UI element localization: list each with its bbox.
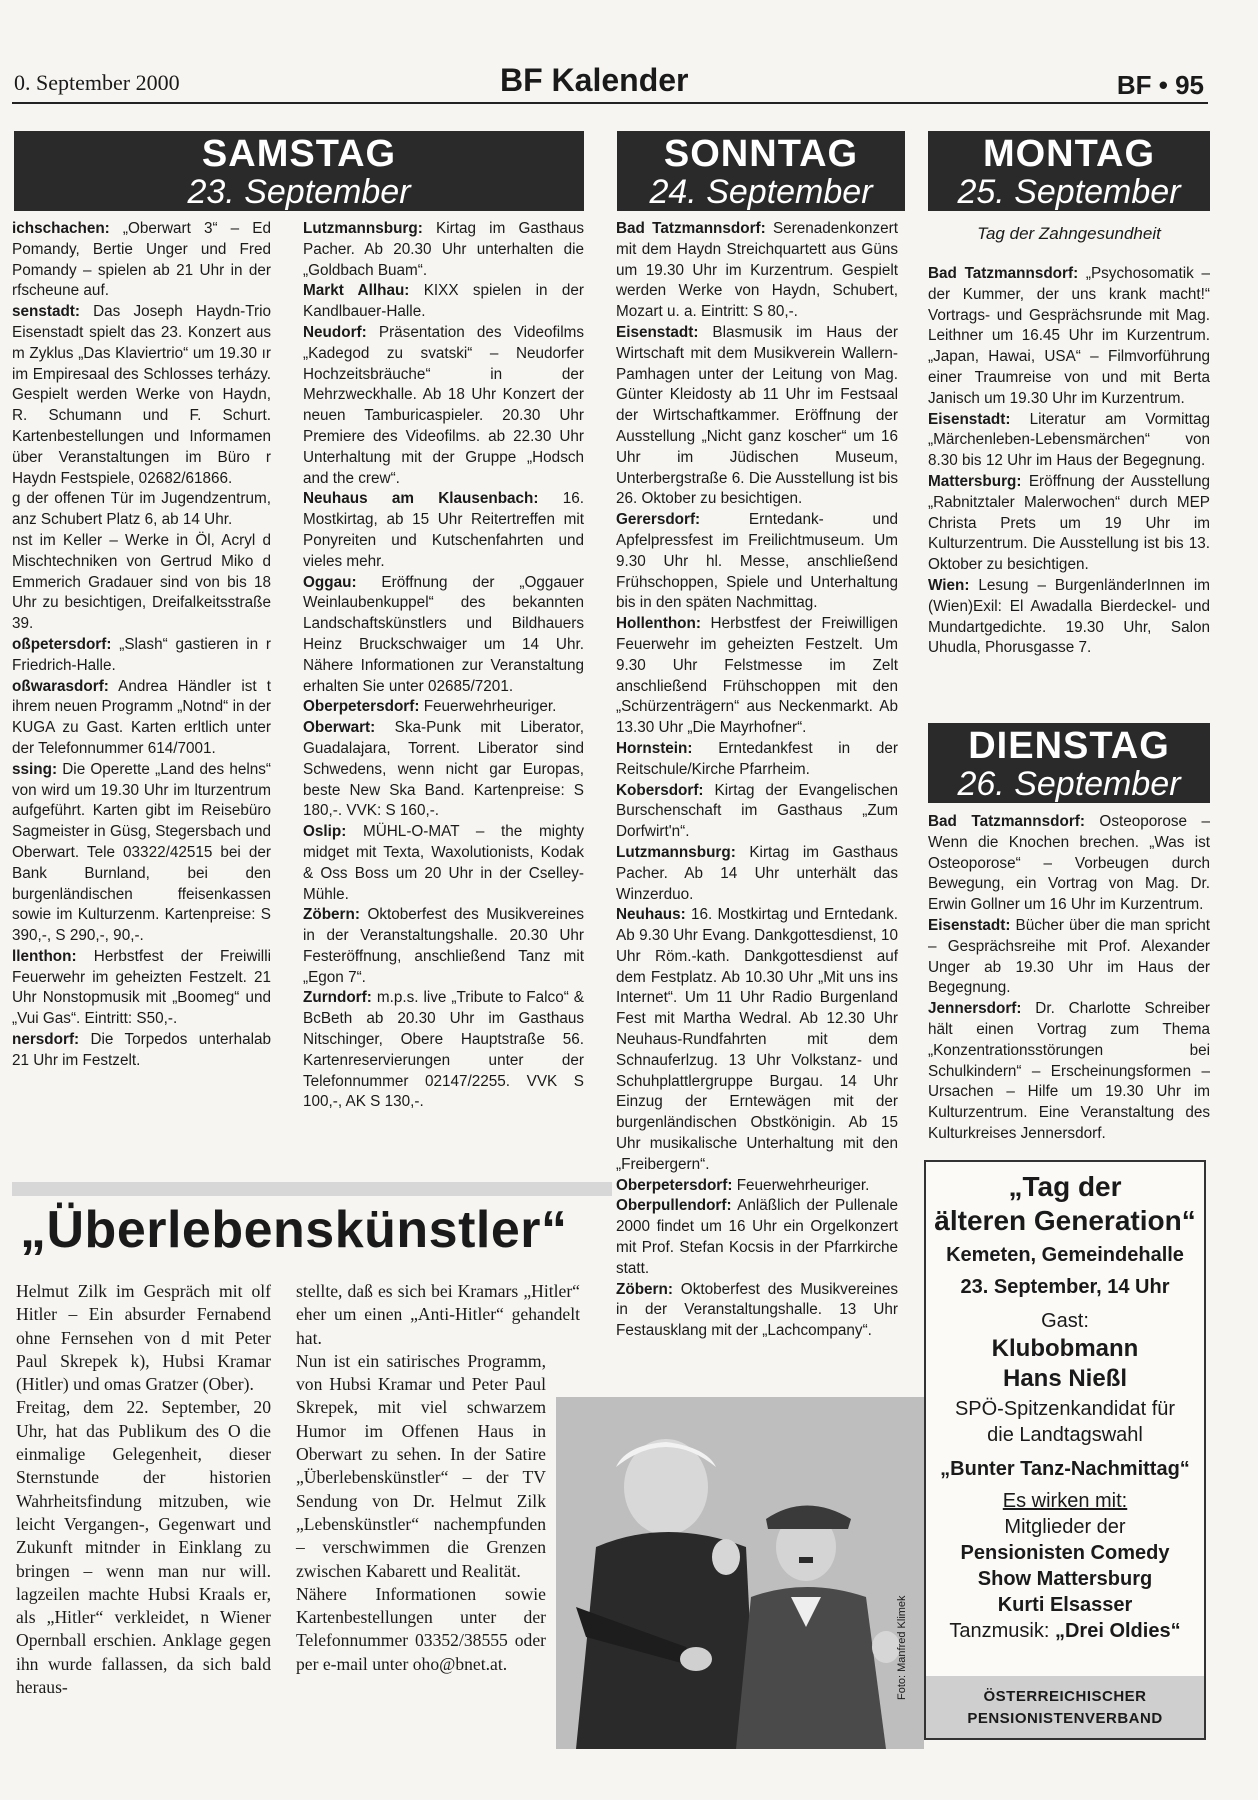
event-place: Markt Allhau: — [303, 282, 410, 300]
ad-organizer — [926, 1676, 1204, 1738]
ad-performers-line: Pensionisten Comedy — [960, 1542, 1170, 1564]
day-date: 23. September — [187, 173, 411, 211]
ad-music — [926, 1618, 1204, 1644]
event-text: 16. Mostkirtag und Erntedank. Ab 9.30 Uhr Evang. Dankgottesdienst, 10 Uhr Röm.-kath. Dankgottesdienst auf dem Festplatz. Ab 10.30 Uhr „Mit uns ins Internet“. Um 11 Uhr Radio Burgenland Fest mit Martha Wedral. Ab 12.30 Uhr Neuhaus-Rundfahrten mit dem Schnauferlzug. 13 Uhr Volkstanz- und Schuhplattlergruppe Burgau. 14 Uhr Einzug der Erntewägen mit der burgenländischen Obstkönigin. Ab 15 Uhr musikalische Unterhaltung mit den „Freibergern“. — [616, 906, 898, 1173]
event-entry — [12, 635, 271, 677]
event-place: Zöbern: — [303, 906, 360, 924]
event-place: Eisenstadt: — [616, 323, 699, 341]
event-entry — [12, 219, 271, 302]
event-place: Neuhaus: — [616, 906, 686, 924]
event-entry — [616, 510, 898, 614]
event-place: Zurndorf: — [303, 989, 372, 1007]
event-place: Hornstein: — [616, 739, 693, 757]
feature-paragraph: Nun ist ein satirisches Programm, von Hubsi Kramar und Peter Paul Skrepek, mit viel schwarzem Humor im Offenen Haus in Oberwart zu sehen. In der Satire „Überlebenskünstler“ – der TV Sendung von Dr. Helmut Zilk „Lebenskünstler“ nachempfunden – verschwimmen die Grenzen zwischen Kabarett und Realität. — [296, 1350, 546, 1581]
saturday-column-1 — [12, 219, 271, 1169]
event-text: MÜHL-O-MAT – the mighty midget mit Texta, Waxolutionists, Kodak & Oss Boss um 20 Uhr in der Cselley-Mühle. — [303, 823, 584, 903]
event-text: Serenadenkonzert mit dem Haydn Streichquartett aus Güns um 19.30 Uhr im Kurzentrum. Gespielt werden Werke von Haydn, Schubert, Mozart u. a. Eintritt: S 80,-. — [616, 220, 898, 321]
banner-monday — [928, 131, 1210, 211]
ad-venue: Kemeten, Gemeindehalle — [946, 1244, 1184, 1266]
event-entry — [928, 410, 1210, 472]
event-text: „Slash“ gastieren in r Friedrich-Halle. — [12, 635, 271, 674]
event-place: Jennersdorf: — [928, 1000, 1022, 1018]
ad-music-band: „Drei Oldies“ — [1054, 1620, 1181, 1642]
event-text: Erntedank- und Apfelpressfest im Freilichtmuseum. Um 9.30 Uhr hl. Messe, anschließend Frühschoppen, Spiele und Unterhaltung bis in den späten Nachmittag. — [616, 511, 898, 612]
event-entry — [616, 905, 898, 1175]
event-entry — [12, 1030, 271, 1072]
saturday-column-2 — [303, 219, 584, 1169]
event-entry — [303, 988, 584, 1113]
event-text: Eröffnung der Ausstellung „Rabnitztaler Malerwochen“ durch MEP Christa Prets um 19 Uhr im Kulturzentrum. Die Ausstellung ist bis 13. Oktober zu besichtigen. — [928, 472, 1210, 574]
event-place: llenthon: — [12, 947, 77, 965]
event-place: Oslip: — [303, 823, 347, 841]
event-place: Eisenstadt: — [928, 410, 1011, 428]
event-place: Neuhaus am Klausenbach: — [303, 490, 539, 508]
feature-divider — [12, 1182, 612, 1196]
ad-guest-title: Klubobmann — [991, 1335, 1139, 1362]
event-entry — [303, 573, 584, 698]
event-place: Lutzmannsburg: — [303, 220, 423, 237]
event-entry — [616, 1280, 898, 1342]
event-place: nersdorf: — [12, 1031, 80, 1049]
ad-performers-line: Show Mattersburg — [977, 1568, 1153, 1590]
event-entry — [303, 718, 584, 822]
event-text: Bücher über die man spricht – Gesprächsreihe mit Prof. Alexander Unger ab 19.30 Uhr im Haus der Begegnung. — [928, 916, 1210, 997]
ad-performers-line: Mitglieder der — [1004, 1516, 1126, 1538]
ad-guest-name: Hans Nießl — [1002, 1365, 1128, 1392]
event-text: Die Torpedos unterhalab 21 Uhr im Festzelt. — [12, 1031, 271, 1069]
ad-guest-role-2: die Landtagswahl — [987, 1424, 1143, 1446]
event-text: Blasmusik im Haus der Wirtschaft mit dem Musikverein Wallern-Pamhagen unter der Leitung von Mag. Günter Kleidosty ab 11 Uhr im Festsaal der Wirtschaftkammer. Eröffnung der Ausstellung „Nicht ganz koscher“ um 16 Uhr im Jüdischen Museum, Unterbergstraße 6. Die Ausstellung ist bis 26. Oktober zu besichtigen. — [616, 323, 898, 508]
ad-datetime: 23. September, 14 Uhr — [960, 1276, 1170, 1298]
event-place: Oberpullendorf: — [616, 1197, 732, 1215]
event-text: Lesung – BurgenländerInnen im (Wien)Exil: El Awadalla Bierdeckel- und Mundartgedichte. 19.30 Uhr, Salon Uhudla, Phorusgasse 7. — [928, 576, 1210, 657]
day-date: 26. September — [957, 765, 1181, 803]
event-place: ichschachen: — [12, 220, 110, 237]
event-text: KIXX spielen in der Kandlbauer-Halle. — [303, 282, 584, 321]
event-place: Oggau: — [303, 573, 357, 591]
feature-column-2 — [296, 1280, 580, 1676]
event-place: Bad Tatzmannsdorf: — [928, 265, 1079, 282]
day-name: MONTAG — [982, 133, 1156, 175]
event-text: Oktoberfest des Musikvereines in der Veranstaltungshalle. 13 Uhr Festausklang mit der „Lachcompany“. — [616, 1280, 898, 1340]
event-place: oßwarasdorf: — [12, 677, 109, 695]
feature-column-1 — [16, 1280, 271, 1699]
feature-paragraph: stellte, daß es sich bei Kramars „Hitler“ eher um einen „Anti-Hitler“ gehandelt hat. — [296, 1281, 580, 1348]
ad-organizer-line-1: ÖSTERREICHISCHER — [983, 1688, 1147, 1705]
event-text: Die Operette „Land des helns“ von wird um 19.30 Uhr im lturzentrum aufgeführt. Karten gibt im Reisebüro Sagmeister in Güsg, Stegersbach und Oberwart. Tele 03322/42515 bei der Bank Burnland, bei den burgenländischen ffeisenkassen sowie im Kulturzenm. Kartenpreise: S 390,-, S 290,-, 90,-. — [12, 760, 271, 945]
day-date: 24. September — [649, 173, 873, 211]
ad-organizer-line-2: PENSIONISTENVERBAND — [967, 1710, 1163, 1727]
event-place: Oberpetersdorf: — [303, 698, 420, 716]
header-rule — [12, 102, 1208, 104]
event-place: Eisenstadt: — [928, 916, 1011, 934]
event-text: Osteoporose – Wenn die Knochen brechen. „Was ist Osteoporose“ – Vorbeugen durch Bewegung, ein Vortrag von Mag. Dr. Erwin Gollner um 16 Uhr im Kurzentrum. — [928, 813, 1210, 914]
event-place: Kobersdorf: — [616, 781, 704, 799]
event-text: 16. Mostkirtag, ab 15 Uhr Reitertreffen mit Ponyreiten und Kutschenfahrten und vieles mehr. — [303, 490, 585, 570]
section-title: BF Kalender — [500, 62, 689, 98]
event-text: „Oberwart 3“ – Ed Pomandy, Bertie Unger und Fred Pomandy – spielen ab 21 Uhr in der rfscheune auf. — [12, 220, 271, 300]
banner-tuesday — [928, 723, 1210, 803]
event-entry — [12, 531, 271, 635]
event-text: Kirtag im Gasthaus Pacher. Ab 14 Uhr unterhält das Winzerduo. — [616, 843, 898, 903]
day-name: SONNTAG — [663, 133, 859, 175]
event-text: Kirtag im Gasthaus Pacher. Ab 20.30 Uhr unterhalten die „Goldbach Buam“. — [303, 220, 584, 279]
event-text: Feuerwehrheuriger. — [419, 698, 557, 716]
event-entry — [928, 264, 1210, 410]
event-entry — [616, 323, 898, 510]
event-text: Literatur am Vormittag „Märchenleben-Lebensmärchen“ von 8.30 bis 12 Uhr im Haus der Begegnung. — [928, 410, 1210, 470]
event-entry — [303, 489, 584, 572]
event-entry — [616, 781, 898, 843]
event-place: Hollenthon: — [616, 615, 701, 633]
event-entry — [928, 812, 1210, 916]
event-place: Oberpetersdorf: — [616, 1176, 733, 1194]
day-name: SAMSTAG — [201, 133, 397, 175]
photo-credit: Foto: Manfred Klimek — [896, 1595, 908, 1700]
event-place: Lutzmannsburg: — [616, 843, 736, 861]
event-entry — [616, 1176, 898, 1197]
event-entry — [616, 614, 898, 739]
event-entry — [616, 219, 898, 323]
banner-sunday — [617, 131, 905, 211]
event-entry — [12, 677, 271, 760]
event-place: senstadt: — [12, 303, 80, 321]
ad-performers-line: Kurti Elsasser — [997, 1594, 1133, 1616]
day-date: 25. September — [957, 173, 1181, 211]
event-entry — [616, 1196, 898, 1279]
event-text: Oktoberfest des Musikvereines in der Veranstaltungshalle. 20.30 Uhr Festeröffnung, anschließend Tanz mit „Egon 7“. — [303, 906, 584, 986]
event-entry — [303, 822, 584, 905]
event-place: Bad Tatzmannsdorf: — [616, 220, 766, 237]
event-entry — [928, 916, 1210, 999]
event-text: g der offenen Tür im Jugendzentrum, anz Schubert Platz 6, ab 14 Uhr. — [12, 490, 271, 529]
ad-title-line-2: älteren Generation“ — [934, 1205, 1196, 1236]
ad-guest-label: Gast: — [1041, 1310, 1089, 1332]
event-text: Das Joseph Haydn-Trio Eisenstadt spielt das 23. Konzert aus m Zyklus „Das Klaviertrio“ um 19.30 ır im Empiresaal des Schlosses terházy. Gespielt werden Werke von Haydn, R. Schumann und F. Schurt. Kartenbestellungen und Informamen über Veranstaltungen im Büro r Haydn Festspiele, 02682/61866. — [12, 303, 271, 487]
event-text: „Psychosomatik – der Kummer, der uns krank macht!“ Vortrags- und Gesprächsrunde mit Mag. Leithner um 16.45 Uhr im Kurzentrum. „Japan, Hawai, USA“ – Filmvorführung einer Traumreise von und mit Berta Janisch um 19.30 Uhr im Kurzentrum. — [928, 265, 1210, 407]
event-text: Eröffnung der „Oggauer Weinlaubenkuppel“ des bekannten Landschaftskünstlers und Bildhauers Heinz Bruckschwaiger um 14 Uhr. Nähere Informationen zur Veranstaltung erhalten Sie unter 02685/7201. — [303, 573, 584, 695]
event-text: Anläßlich der Pullenale 2000 findet um 16 Uhr ein Orgelkonzert mit Prof. Stefan Kocsis in der Pfarrkirche statt. — [616, 1197, 898, 1277]
event-text: m.p.s. live „Tribute to Falco“ & BcBeth ab 20.30 Uhr im Gasthaus Nitschinger, Obere Hauptstraße 56. Kartenreservierungen unter der Telefonnummer 02147/2255. VVK S 100,-, AK S 130,-. — [303, 989, 584, 1111]
event-entry — [12, 302, 271, 489]
event-entry — [12, 489, 271, 531]
issue-date: 0. September 2000 — [14, 70, 180, 95]
event-entry — [616, 843, 898, 905]
event-text: Andrea Händler ist t ihrem neuen Programm „Notnd“ in der KUGA zu Gast. Karten erltlich unter der Telefonnummer 614/7001. — [12, 677, 271, 757]
event-text: Erntedankfest in der Reitschule/Kirche Pfarrheim. — [616, 739, 898, 778]
event-entry — [303, 697, 584, 718]
monday-column — [928, 264, 1210, 714]
monday-subtitle: Tag der Zahngesundheit — [977, 224, 1161, 243]
ad-music-label: Tanzmusik: — [949, 1620, 1055, 1642]
event-entry — [303, 219, 584, 281]
ad-event-name: „Bunter Tanz-Nachmittag“ — [940, 1458, 1190, 1480]
page-number: BF • 95 — [1116, 70, 1204, 100]
event-text: Kirtag der Evangelischen Burschenschaft im Gasthaus „Zum Dorfwirt'n“. — [616, 781, 898, 841]
tuesday-column — [928, 812, 1210, 1152]
event-place: ssing: — [12, 760, 58, 778]
feature-headline: „Überlebenskünstler“ — [20, 1201, 568, 1259]
event-text: Feuerwehrheuriger. — [732, 1176, 870, 1194]
event-entry — [616, 739, 898, 781]
event-text: Ska-Punk mit Liberator, Guadalajara, Torrent. Liberator sind Schwedens, wenn nicht gar Europas, beste New Ska Band. Kartenpreise: S 180,-. VVK: S 160,-. — [303, 719, 584, 820]
ad-performers-label: Es wirken mit: — [1002, 1490, 1128, 1512]
sunday-column — [616, 219, 898, 1379]
event-entry — [928, 472, 1210, 576]
ad-guest-role: SPÖ-Spitzenkandidat für — [954, 1398, 1176, 1420]
event-entry — [928, 999, 1210, 1145]
event-place: Wien: — [928, 576, 970, 594]
event-place: oßpetersdorf: — [12, 635, 112, 653]
event-place: Oberwart: — [303, 719, 376, 737]
feature-paragraph: Helmut Zilk im Gespräch mit olf Hitler – Ein absurder Fernabend ohne Fernsehen von d mit Peter Paul Skrepek k), Hubsi Kramar (Hitler) und omas Gratzer (Ober). — [16, 1281, 271, 1395]
day-name: DIENSTAG — [968, 725, 1170, 767]
feature-paragraph: Nähere Informationen sowie Kartenbestellungen unter der Telefonnummer 03352/38555 oder per e-mail unter oho@bnet.at. — [296, 1583, 546, 1674]
event-place: Gerersdorf: — [616, 511, 701, 529]
event-place: Bad Tatzmannsdorf: — [928, 813, 1085, 830]
event-place: Zöbern: — [616, 1280, 673, 1298]
event-text: nst im Keller – Werke in Öl, Acryl d Mischtechniken von Gertrud Miko d Emmerich Gradauer sind von bis 18 Uhr zu besichtigen, Dreifalkeitsstraße 39. — [12, 531, 271, 633]
event-entry — [303, 281, 584, 323]
feature-photo — [556, 1397, 924, 1749]
ad-title-line-1: „Tag der — [1008, 1171, 1122, 1202]
banner-saturday — [14, 131, 584, 211]
event-entry — [12, 760, 271, 947]
event-advertisement — [924, 1160, 1206, 1740]
event-entry — [303, 905, 584, 988]
feature-paragraph: Freitag, dem 22. September, 20 Uhr, hat das Publikum des O die einmalige Gelegenheit, dieser Sternstunde der historien Wahrheitsfindung mitzuben, wie leicht Vergangen-, Gegenwart und Zukunft mitnder in Einklang zu bringen – wenn man nur will. lagzeilen machte Hubsi Kraals er, als „Hitler“ verkleidet, n Wiener Opernball erschien. Anklage gegen ihn wurde fallassen, da sich bald heraus- — [16, 1397, 271, 1698]
event-text: Herbstfest der Freiwilli Feuerwehr im geheizten Festzelt. 21 Uhr Nonstopmusik mit „Boomeg“ und „Vui Gas“. Eintritt: S50,-. — [12, 947, 271, 1028]
event-entry — [12, 947, 271, 1030]
event-entry — [928, 576, 1210, 659]
event-entry — [303, 323, 584, 489]
event-place: Mattersburg: — [928, 472, 1022, 490]
event-place: Neudorf: — [303, 323, 367, 341]
event-text: Herbstfest der Freiwilligen Feuerwehr im geheizten Festzelt. Um 9.30 Uhr Felstmesse im Zelt anschließend Frühschoppen mit den „Schürzenträgern“ aus Neckenmarkt. Ab 13.30 Uhr „Die Mayrhofner“. — [616, 615, 898, 737]
photo-illustration — [556, 1397, 924, 1749]
event-text: Dr. Charlotte Schreiber hält einen Vortrag zum Thema „Konzentrationsstörungen bei Schulkindern“ – Erscheinungsformen – Ursachen – Hilfe um 19.30 Uhr im Kulturzentrum. Eine Veranstaltung des Kulturkreises Jennersdorf. — [928, 1000, 1210, 1142]
event-text: Präsentation des Videofilms „Kadegod zu svatski“ – Neudorfer Hochzeitsbräuche“ in der Mehrzweckhalle. Ab 18 Uhr Konzert der neuen Tamburicaspieler. 20.30 Uhr Premiere des Videofilms. ab 22.30 Uhr Unterhaltung mit der Gruppe „Hodsch and the crew“. — [303, 323, 584, 487]
